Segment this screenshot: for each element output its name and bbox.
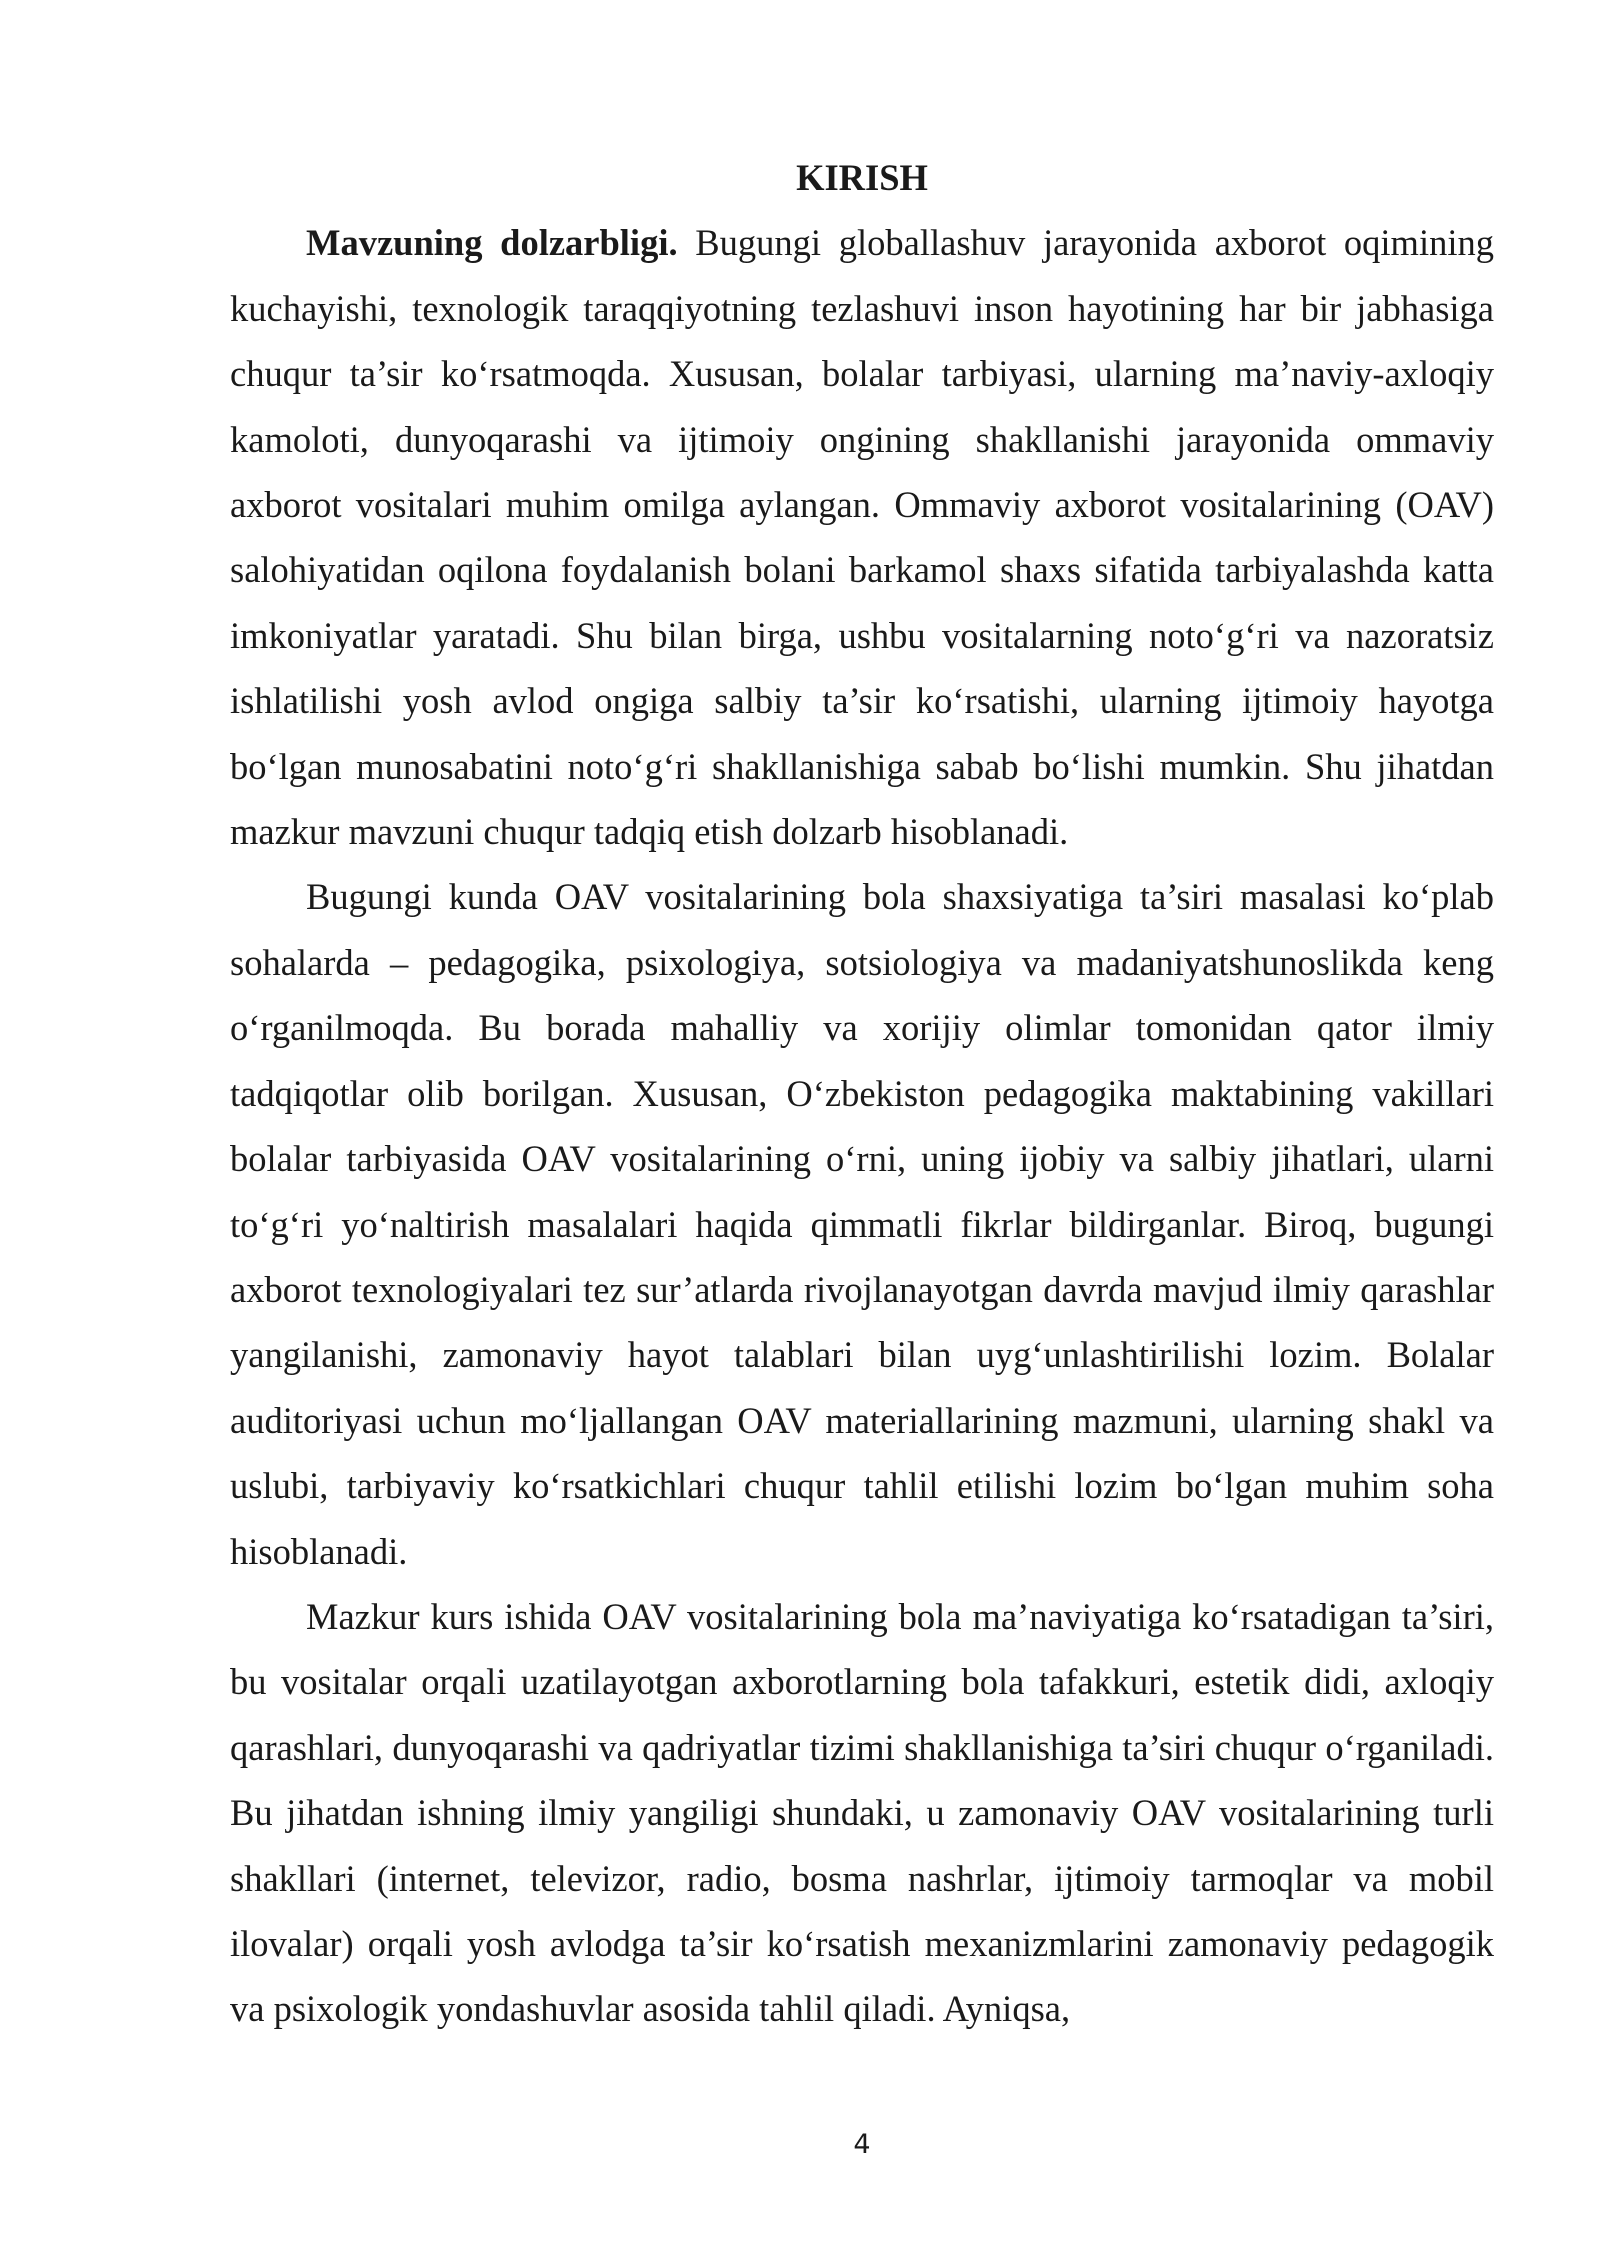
- paragraph-lead: Mavzuning dolzarbligi.: [306, 222, 678, 264]
- paragraph-text: Bugungi kunda OAV vositalarining bola shaxsiyatiga ta’siri masalasi ko‘plab sohalarda – pedagogika, psixologiya, sotsiologiya va madaniyatshunoslikda keng o‘rganilmoqda. Bu borada mahalliy va xorijiy olimlar tomonidan qator ilmiy tadqiqotlar olib borilgan. Xususan, O‘zbekiston pedagogika maktabining vakillari bolalar tarbiyasida OAV vositalarining o‘rni, uning ijobiy va salbiy jihatlari, ularni to‘g‘ri yo‘naltirish masalalari haqida qimmatli fikrlar bildirganlar. Biroq, bugungi axborot texnologiyalari tez sur’atlarda rivojlanayotgan davrda mavjud ilmiy qarashlar yangilanishi, zamonaviy hayot talablari bilan uyg‘unlashtirilishi lozim. Bolalar auditoriyasi uchun mo‘ljallangan OAV materiallarining mazmuni, ularning shakl va uslubi, tarbiyaviy ko‘rsatkichlari chuqur tahlil etilishi lozim bo‘lgan muhim soha hisoblanadi.: [230, 876, 1494, 1572]
- paragraph-novelty: [230, 1584, 1494, 2042]
- page-content: [230, 145, 1494, 2042]
- paragraph-text: Bugungi globallashuv jarayonida axborot oqimining kuchayishi, texnologik taraqqiyotning tezlashuvi inson hayotining har bir jabhasiga chuqur ta’sir ko‘rsatmoqda. Xususan, bolalar tarbiyasi, ularning ma’naviy-axloqiy kamoloti, dunyoqarashi va ijtimoiy ongining shakllanishi jarayonida ommaviy axborot vositalari muhim omilga aylangan. Ommaviy axborot vositalarining (OAV) salohiyatidan oqilona foydalanish bolani barkamol shaxs sifatida tarbiyalashda katta imkoniyatlar yaratadi. Shu bilan birga, ushbu vositalarning noto‘g‘ri va nazoratsiz ishlatilishi yosh avlod ongiga salbiy ta’sir ko‘rsatishi, ularning ijtimoiy hayotga bo‘lgan munosabatini noto‘g‘ri shakllanishiga sabab bo‘lishi mumkin. Shu jihatdan mazkur mavzuni chuqur tadqiq etish dolzarb hisoblanadi.: [230, 222, 1494, 853]
- paragraph-text: Mazkur kurs ishida OAV vositalarining bola ma’naviyatiga ko‘rsatadigan ta’siri, bu vositalar orqali uzatilayotgan axborotlarning bola tafakkuri, estetik didi, axloqiy qarashlari, dunyoqarashi va qadriyatlar tizimi shakllanishiga ta’siri chuqur o‘rganiladi. Bu jihatdan ishning ilmiy yangiligi shundaki, u zamonaviy OAV vositalarining turli shakllari (internet, televizor, radio, bosma nashrlar, ijtimoiy tarmoqlar va mobil ilovalar) orqali yosh avlodga ta’sir ko‘rsatish mexanizmlarini zamonaviy pedagogik va psixologik yondashuvlar asosida tahlil qiladi. Ayniqsa,: [230, 1595, 1494, 2030]
- paragraph-research: [230, 864, 1494, 1583]
- page-number: 4: [853, 2129, 871, 2160]
- paragraph-relevance: [230, 210, 1494, 864]
- page-heading: KIRISH: [796, 157, 928, 198]
